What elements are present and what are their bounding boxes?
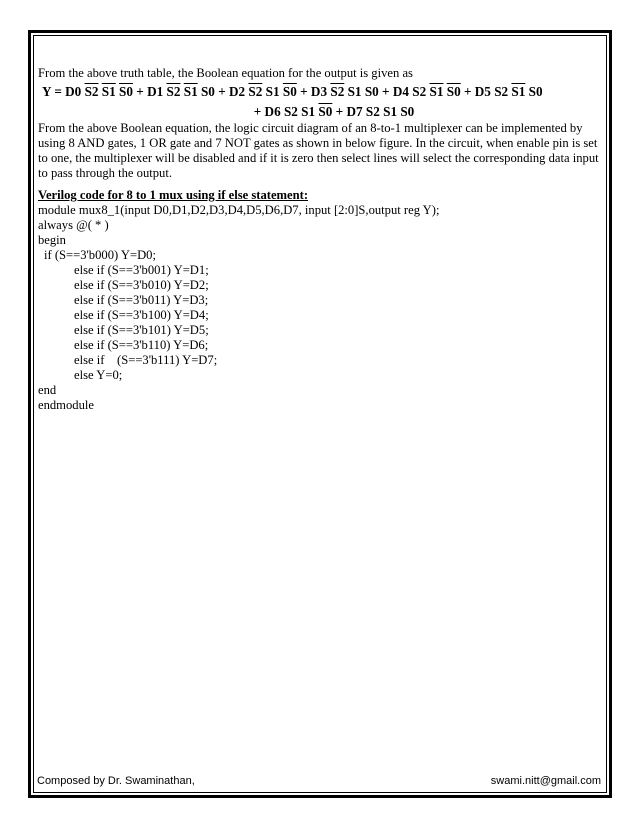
boolean-equation-line-1 xyxy=(38,83,600,101)
overlined-term: S0 xyxy=(446,84,461,99)
page-footer xyxy=(37,775,601,787)
overlined-term: S2 xyxy=(248,84,263,99)
overlined-term: S0 xyxy=(318,104,333,119)
code-heading: Verilog code for 8 to 1 mux using if else statement: xyxy=(38,188,309,202)
description-text: From the above Boolean equation, the logic circuit diagram of an 8-to-1 multiplexer can be implemented by using 8 AND gates, 1 OR gate and 7 NOT gates as shown in below figure. In the circuit, when enable pin is set to one, the multiplexer will be disabled and if it is zero then select lines will select the corresponding data input to pass through the output. xyxy=(38,121,599,180)
code-line: else Y=0; xyxy=(74,368,123,382)
overlined-term: S1 xyxy=(101,84,116,99)
overlined-term: S1 xyxy=(429,84,444,99)
document-body xyxy=(38,66,600,413)
equation-term: S0 xyxy=(525,84,543,99)
code-line: else if (S==3'b101) Y=D5; xyxy=(74,323,209,337)
code-line: always @( * ) xyxy=(38,218,109,232)
overlined-term: S1 xyxy=(511,84,526,99)
code-line: end xyxy=(38,383,57,397)
equation-term: + D3 xyxy=(296,84,331,99)
equation-term: S1 S0 + D4 S2 xyxy=(344,84,430,99)
code-line: else if (S==3'b001) Y=D1; xyxy=(74,263,209,277)
equation-term: + D6 S2 S1 xyxy=(253,104,319,119)
code-line: else if (S==3'b010) Y=D2; xyxy=(74,278,209,292)
code-line: else if (S==3'b110) Y=D6; xyxy=(74,338,209,352)
overlined-term: S2 xyxy=(330,84,345,99)
overlined-term: S2 xyxy=(84,84,99,99)
code-line: module mux8_1(input D0,D1,D2,D3,D4,D5,D6,D7, input [2:0]S,output reg Y); xyxy=(38,203,440,217)
code-line: else if (S==3'b111) Y=D7; xyxy=(74,353,218,367)
code-line: if (S==3'b000) Y=D0; xyxy=(44,248,156,262)
overlined-term: S1 xyxy=(183,84,198,99)
verilog-code-block xyxy=(38,203,600,413)
equation-term: S1 xyxy=(262,84,283,99)
equation-term: S0 + D2 xyxy=(197,84,249,99)
footer-author: Composed by Dr. Swaminathan, xyxy=(37,775,195,787)
intro-text: From the above truth table, the Boolean equation for the output is given as xyxy=(38,66,413,80)
code-line: begin xyxy=(38,233,66,247)
footer-email: swami.nitt@gmail.com xyxy=(490,775,601,787)
overlined-term: S0 xyxy=(282,84,297,99)
overlined-term: S2 xyxy=(166,84,181,99)
code-line: else if (S==3'b011) Y=D3; xyxy=(74,293,209,307)
code-line: else if (S==3'b100) Y=D4; xyxy=(74,308,209,322)
code-line: endmodule xyxy=(38,398,94,412)
equation-term: + D1 xyxy=(132,84,167,99)
equation-term: + D7 S2 S1 S0 xyxy=(332,104,415,119)
overlined-term: S0 xyxy=(119,84,133,99)
boolean-equation-line-2 xyxy=(38,103,600,121)
equation-term: Y = D0 xyxy=(42,84,85,99)
equation-term: + D5 S2 xyxy=(460,84,512,99)
